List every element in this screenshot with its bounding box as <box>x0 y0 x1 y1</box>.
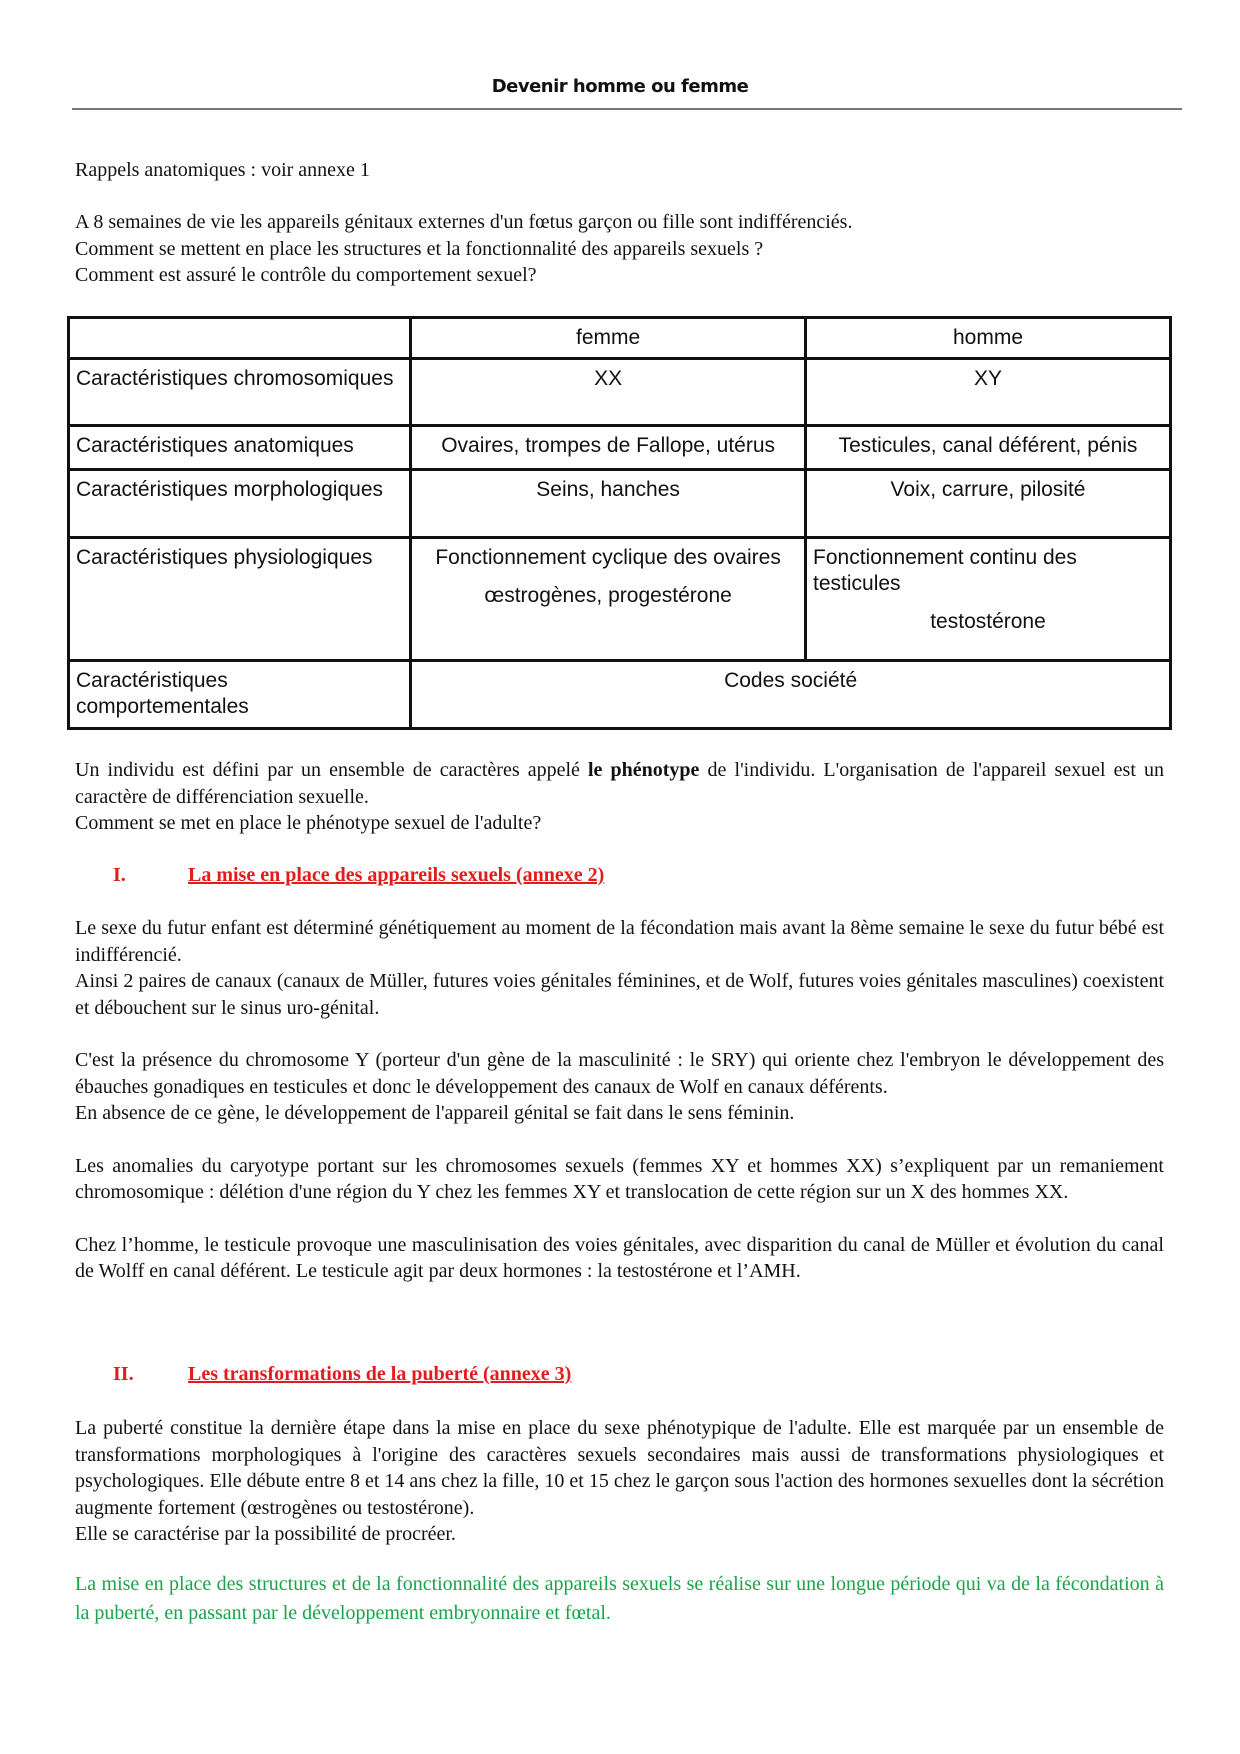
paragraph: Ainsi 2 paires de canaux (canaux de Müller, futures voies génitales féminines, et de Wolf, futures voies génitales masculines) coexistent et débouchent sur le sinus uro-génital. <box>75 970 1164 1019</box>
homme-cell: Voix, carrure, pilosité <box>806 470 1171 538</box>
page-title: Devenir homme ou femme <box>491 76 749 97</box>
section-title: La mise en place des appareils sexuels (annexe 2) <box>188 864 605 886</box>
characteristics-table <box>67 316 1172 730</box>
table-row <box>69 426 1171 470</box>
femme-function: Fonctionnement cyclique des ovaires <box>435 546 781 569</box>
femme-cell <box>411 538 806 661</box>
paragraph: Le sexe du futur enfant est déterminé génétiquement au moment de la fécondation mais avant la 8ème semaine le sexe du futur bébé est indifférencié. <box>75 917 1164 966</box>
row-label: Caractéristiques chromosomiques <box>69 359 411 426</box>
phenotype-question: Comment se met en place le phénotype sexuel de l'adulte? <box>75 812 542 834</box>
header-cell: homme <box>806 318 1171 359</box>
row-label: Caractéristiques anatomiques <box>69 426 411 470</box>
homme-hormones: testostérone <box>930 610 1046 633</box>
paragraph: La puberté constitue la dernière étape dans la mise en place du sexe phénotypique de l'adulte. Elle est marquée par un ensemble de transformations morphologiques à l'origine des caractères sexuels secondaires mais aussi de transformations physiologiques et psychologiques. Elle débute entre 8 et 14 ans chez la fille, 10 et 15 chez le garçon sous l'action des hormones sexuelles dont la sécrétion augmente fortement (œstrogènes ou testostérone). <box>75 1417 1164 1519</box>
section-title: Les transformations de la puberté (annexe 3) <box>188 1363 572 1385</box>
homme-cell: XY <box>806 359 1171 426</box>
row-label: Caractéristiques morphologiques <box>69 470 411 538</box>
table-row <box>69 661 1171 729</box>
femme-cell: XX <box>411 359 806 426</box>
femme-cell: Ovaires, trompes de Fallope, utérus <box>411 426 806 470</box>
paragraph: En absence de ce gène, le développement de l'appareil génital se fait dans le sens féminin. <box>75 1102 795 1124</box>
header-cell <box>69 318 411 359</box>
intro-line: Comment se mettent en place les structures et la fonctionnalité des appareils sexuels ? <box>75 237 764 260</box>
text: Un individu est défini par un ensemble de caractères appelé <box>75 759 588 781</box>
conclusion: La mise en place des structures et de la fonctionnalité des appareils sexuels se réalise sur une longue période qui va de la fécondation à la puberté, en passant par le développement embryonnaire et fœtal. <box>75 1572 1164 1624</box>
phenotype-text <box>75 757 1164 810</box>
paragraph: Les anomalies du caryotype portant sur les chromosomes sexuels (femmes XY et hommes XX) s’expliquent par un remaniement chromosomique : délétion d'une région du Y chez les femmes XY et translocation de cette région sur un X des hommes XX. <box>75 1154 1164 1203</box>
shared-cell: Codes société <box>411 661 1171 729</box>
row-label: Caractéristiques comportementales <box>69 661 411 729</box>
homme-cell <box>806 538 1171 661</box>
femme-hormones: œstrogènes, progestérone <box>484 584 732 607</box>
table-row <box>69 538 1171 661</box>
section-number: I. <box>113 864 126 886</box>
phenotype-paragraph <box>75 757 1164 837</box>
phenotype-term: le phénotype <box>588 759 700 781</box>
header-divider <box>72 108 1182 110</box>
paragraph: Elle se caractérise par la possibilité de procréer. <box>75 1523 456 1545</box>
homme-cell: Testicules, canal déférent, pénis <box>806 426 1171 470</box>
rappels-line <box>75 157 1164 184</box>
femme-cell: Seins, hanches <box>411 470 806 538</box>
paragraph: Chez l’homme, le testicule provoque une masculinisation des voies génitales, avec disparition du canal de Müller et évolution du canal de Wolff en canal déférent. Le testicule agit par deux hormones : la testostérone et l’AMH. <box>75 1233 1164 1282</box>
intro-paragraph <box>75 209 1164 289</box>
header-cell: femme <box>411 318 806 359</box>
rappels-text: Rappels anatomiques : voir annexe 1 <box>75 159 370 181</box>
table-row <box>69 470 1171 538</box>
table-row <box>69 359 1171 426</box>
section-1-body <box>75 915 1164 1285</box>
section-2-body <box>75 1415 1164 1628</box>
paragraph: C'est la présence du chromosome Y (porteur d'un gène de la masculinité : le SRY) qui oriente chez l'embryon le développement des ébauches gonadiques en testicules et donc le développement des canaux de Wolf en canaux déférents. <box>75 1049 1164 1098</box>
table-header-row <box>69 318 1171 359</box>
section-number: II. <box>113 1363 134 1385</box>
text: de l'individu. L'organisation de l'appareil sexuel est un caractère de différenciation sexuelle. <box>75 759 1164 808</box>
homme-function: Fonctionnement continu des testicules <box>813 546 1077 595</box>
intro-line: Comment est assuré le contrôle du comportement sexuel? <box>75 264 537 286</box>
intro-line: A 8 semaines de vie les appareils génitaux externes d'un fœtus garçon ou fille sont indifférenciés. <box>75 211 853 233</box>
row-label: Caractéristiques physiologiques <box>69 538 411 661</box>
